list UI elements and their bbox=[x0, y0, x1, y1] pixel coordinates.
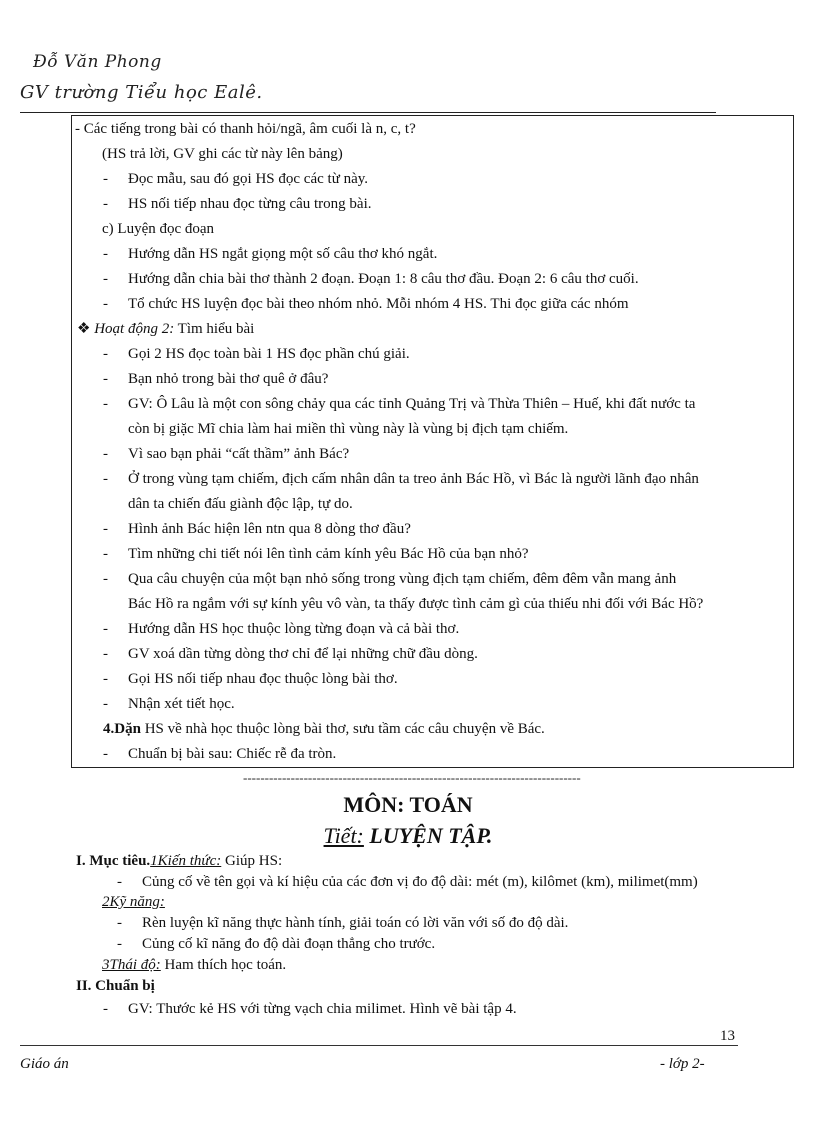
activity-line: Hình ảnh Bác hiện lên ntn qua 8 dòng thơ đầu? bbox=[128, 521, 411, 537]
activity-line: Chuẩn bị bài sau: Chiếc rễ đa tròn. bbox=[128, 746, 337, 762]
dash-bullet: - bbox=[103, 546, 108, 562]
step-4-text: HS về nhà học thuộc lòng bài thơ, sưu tầm các câu chuyện về Bác. bbox=[144, 721, 545, 737]
activity-line: Vì sao bạn phải “cất thầm” ảnh Bác? bbox=[128, 446, 350, 462]
dash-bullet: - bbox=[103, 1001, 108, 1017]
dash-bullet: - bbox=[103, 621, 108, 637]
activity-line: - Các tiếng trong bài có thanh hỏi/ngã, âm cuối là n, c, t? bbox=[75, 121, 416, 137]
activity-line: Hướng dẫn HS ngắt giọng một số câu thơ khó ngắt. bbox=[128, 246, 438, 262]
skills-item: Củng cố kĩ năng đo độ dài đoạn thẳng cho trước. bbox=[142, 936, 436, 952]
attitude-line bbox=[102, 956, 286, 974]
activity-line: (HS trả lời, GV ghi các từ này lên bảng) bbox=[102, 146, 343, 162]
dash-bullet: - bbox=[103, 446, 108, 462]
dash-bullet: - bbox=[103, 571, 108, 587]
skills-item: Rèn luyện kĩ năng thực hành tính, giải toán có lời văn với số đo độ dài. bbox=[142, 915, 569, 931]
knowledge-label: 1Kiến thức: bbox=[150, 853, 222, 869]
activity-line: Đọc mẫu, sau đó gọi HS đọc các từ này. bbox=[128, 171, 369, 187]
activity-line: c) Luyện đọc đoạn bbox=[102, 221, 215, 237]
activity-line: GV xoá dần từng dòng thơ chỉ để lại những chữ đầu dòng. bbox=[128, 646, 478, 662]
subject-title: MÔN: TOÁN bbox=[343, 792, 473, 817]
page-number: 13 bbox=[720, 1028, 735, 1044]
activity-line: Tìm những chi tiết nói lên tình cảm kính yêu Bác Hồ của bạn nhỏ? bbox=[128, 546, 529, 562]
knowledge-item: Củng cố về tên gọi và kí hiệu của các đơn vị đo độ dài: mét (m), kilômet (km), milimet(mm) bbox=[142, 874, 698, 890]
preparation-item: GV: Thước kẻ HS với từng vạch chia milimet. Hình vẽ bài tập 4. bbox=[128, 1001, 517, 1017]
dash-bullet: - bbox=[103, 646, 108, 662]
activity-2-text: Tìm hiểu bài bbox=[174, 321, 255, 337]
objectives-heading-line bbox=[76, 852, 282, 870]
attitude-label: 3Thái độ: bbox=[102, 957, 161, 973]
activity-line: Bạn nhỏ trong bài thơ quê ở đâu? bbox=[128, 371, 329, 387]
dash-bullet: - bbox=[103, 471, 108, 487]
step-4-line bbox=[103, 720, 545, 738]
footer-right: - lớp 2- bbox=[660, 1056, 705, 1072]
activity-line: GV: Ô Lâu là một con sông chảy qua các tỉnh Quảng Trị và Thừa Thiên – Huế, khi đất nước ta bbox=[128, 396, 696, 412]
teacher-role: GV trường Tiểu học Ealê. bbox=[20, 82, 263, 103]
activity-line: Hướng dẫn HS học thuộc lòng từng đoạn và cả bài thơ. bbox=[128, 621, 460, 637]
lesson-label: Tiết: bbox=[323, 823, 364, 848]
dash-bullet: - bbox=[103, 171, 108, 187]
footer-divider bbox=[20, 1045, 738, 1046]
activity-line: còn bị giặc Mĩ chia làm hai miền thì vùng này là vùng bị địch tạm chiếm. bbox=[128, 421, 569, 437]
section-separator: ------------------------------------------------------------------------------ bbox=[243, 770, 581, 785]
activity-line: Qua câu chuyện của một bạn nhỏ sống trong vùng địch tạm chiếm, đêm đêm vẫn mang ảnh bbox=[128, 571, 677, 587]
footer-left: Giáo án bbox=[20, 1056, 69, 1072]
dash-bullet: - bbox=[103, 696, 108, 712]
dash-bullet: - bbox=[103, 271, 108, 287]
dash-bullet: - bbox=[117, 936, 122, 952]
activity-line: Gọi HS nối tiếp nhau đọc thuộc lòng bài thơ. bbox=[128, 671, 398, 687]
dash-bullet: - bbox=[103, 746, 108, 762]
dash-bullet: - bbox=[117, 874, 122, 890]
skills-label: 2Kỹ năng: bbox=[102, 894, 165, 910]
dash-bullet: - bbox=[103, 396, 108, 412]
activity-line: dân ta chiến đấu giành độc lập, tự do. bbox=[128, 496, 353, 512]
knowledge-text: Giúp HS: bbox=[221, 853, 283, 869]
dash-bullet: - bbox=[103, 246, 108, 262]
dash-bullet: - bbox=[103, 521, 108, 537]
activity-2-heading bbox=[77, 320, 254, 338]
activity-line: HS nối tiếp nhau đọc từng câu trong bài. bbox=[128, 196, 372, 212]
diamond-bullet-icon: ❖ bbox=[77, 321, 91, 337]
attitude-text: Ham thích học toán. bbox=[160, 957, 287, 973]
dash-bullet: - bbox=[117, 915, 122, 931]
header-divider bbox=[20, 112, 716, 113]
activity-line: Hướng dẫn chia bài thơ thành 2 đoạn. Đoạn 1: 8 câu thơ đầu. Đoạn 2: 6 câu thơ cuối. bbox=[128, 271, 639, 287]
objectives-heading: I. Mục tiêu. bbox=[76, 853, 151, 869]
dash-bullet: - bbox=[103, 371, 108, 387]
activity-line: Nhận xét tiết học. bbox=[128, 696, 235, 712]
preparation-heading: II. Chuẩn bị bbox=[76, 978, 155, 994]
dash-bullet: - bbox=[103, 346, 108, 362]
activity-line: Ở trong vùng tạm chiếm, địch cấm nhân dân ta treo ảnh Bác Hồ, vì Bác là người lãnh đạo nhân bbox=[128, 471, 699, 487]
teacher-name: Đỗ Văn Phong bbox=[33, 52, 162, 72]
lesson-name: LUYỆN TẬP. bbox=[369, 823, 493, 848]
activity-2-label: Hoạt động 2: bbox=[94, 321, 175, 337]
step-4-label: 4.Dặn bbox=[103, 721, 141, 737]
dash-bullet: - bbox=[103, 671, 108, 687]
activity-line: Bác Hồ ra ngắm với sự kính yêu vô vàn, ta thấy được tình cảm gì của thiếu nhi đối với Bác Hồ? bbox=[128, 596, 704, 612]
activity-line: Gọi 2 HS đọc toàn bài 1 HS đọc phần chú giải. bbox=[128, 346, 410, 362]
activity-line: Tổ chức HS luyện đọc bài theo nhóm nhỏ. Mỗi nhóm 4 HS. Thi đọc giữa các nhóm bbox=[128, 296, 629, 312]
dash-bullet: - bbox=[103, 196, 108, 212]
dash-bullet: - bbox=[103, 296, 108, 312]
lesson-title bbox=[0, 823, 816, 849]
